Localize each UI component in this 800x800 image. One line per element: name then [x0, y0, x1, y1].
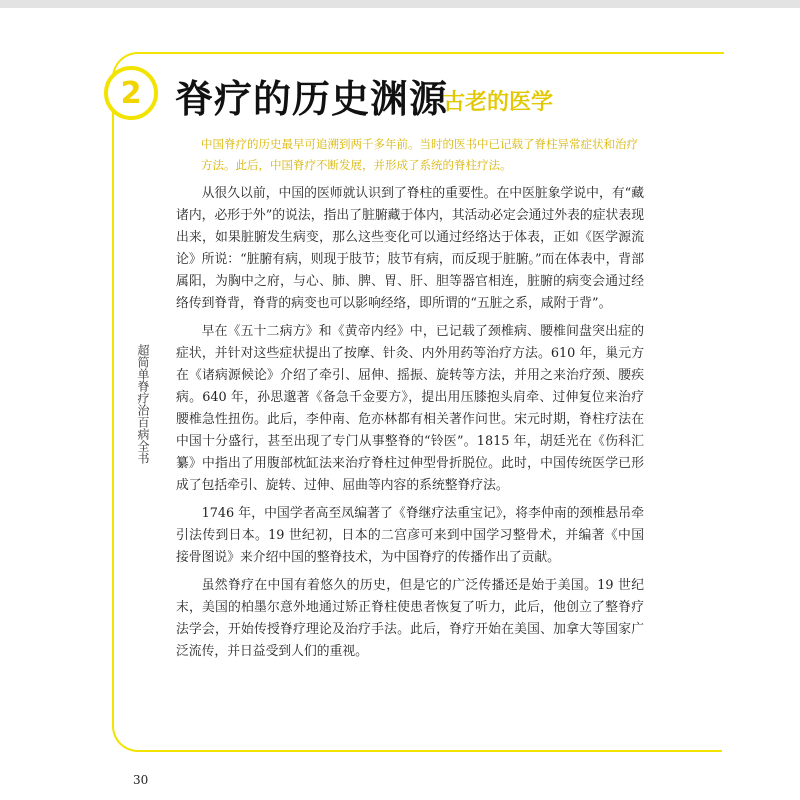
book-title-side: 超简单脊疗治百病全书 [136, 344, 150, 464]
paragraph-1: 从很久以前，中国的医师就认识到了脊柱的重要性。在中医脏象学说中，有“藏诸内，必形于外”的说法，指出了脏腑藏于体内，其活动必定会通过外表的症状表现出来，如果脏腑发生病变，那么这些变化可以通过经络达于体表，正如《医学源流论》所说：“脏腑有病，则现于肢节；肢节有病，而反现于脏腑。”而在体表中，背部属阳，为胸中之府，与心、肺、脾、胃、肝、胆等器官相连，脏腑的病变会通过经络传到脊背，脊背的病变也可以影响经络，即所谓的“五脏之系，咸附于背”。 [176, 186, 644, 311]
chapter-number: 2 [120, 75, 142, 111]
paragraph-2: 早在《五十二病方》和《黄帝内经》中，已记载了颈椎病、腰椎间盘突出症的症状，并针对这些症状提出了按摩、针灸、内外用药等治疗方法。610 年，巢元方在《诸病源候论》介绍了牵引、屈伸、摇振、旋转等方法，并用之来治疗颈、腰疾病。640 年，孙思邈著《备急千金要方》，提出用压膝抱头肩牵、过伸复位来治疗腰椎急性扭伤。此后，李仲南、危亦林都有相关著作问世。宋元时期，脊柱疗法在中国十分盛行，甚至出现了专门从事整脊的“铃医”。1815 年，胡廷光在《伤科汇纂》中指出了用腹部枕缸法来治疗脊柱过伸型骨折脱位。此时，中国传统医学已形成了包括牵引、旋转、过伸、屈曲等内容的系统整脊疗法。 [176, 324, 644, 493]
chapter-title: 脊疗的历史渊源 [175, 77, 449, 121]
body-text [176, 183, 644, 669]
page-number: 30 [133, 773, 149, 787]
paragraph-3: 1746 年，中国学者高至凤编著了《脊继疗法重宝记》，将李仲南的颈椎悬吊牵引法传到日本。19 世纪初，日本的二宫彦可来到中国学习整骨术，并编著《中国接骨图说》来介绍中国的整脊技术，为中国脊疗的传播作出了贡献。 [176, 506, 644, 565]
top-rule [0, 0, 800, 8]
chapter-subtitle: 古老的医学 [443, 90, 554, 115]
intro-text: 中国脊疗的历史最早可追溯到两千多年前。当时的医书中已记载了脊柱异常症状和治疗方法。此后，中国脊疗不断发展，并形成了系统的脊柱疗法。 [201, 137, 638, 172]
frame-extension [700, 52, 724, 54]
paragraph-4: 虽然脊疗在中国有着悠久的历史，但是它的广泛传播还是始于美国。19 世纪末，美国的柏墨尔意外地通过矫正脊柱使患者恢复了听力，此后，他创立了整脊疗法学会，开始传授脊疗理论及治疗手法。此后，脊疗开始在美国、加拿大等国家广泛流传，并日益受到人们的重视。 [176, 578, 644, 659]
chapter-number-badge [104, 66, 158, 120]
